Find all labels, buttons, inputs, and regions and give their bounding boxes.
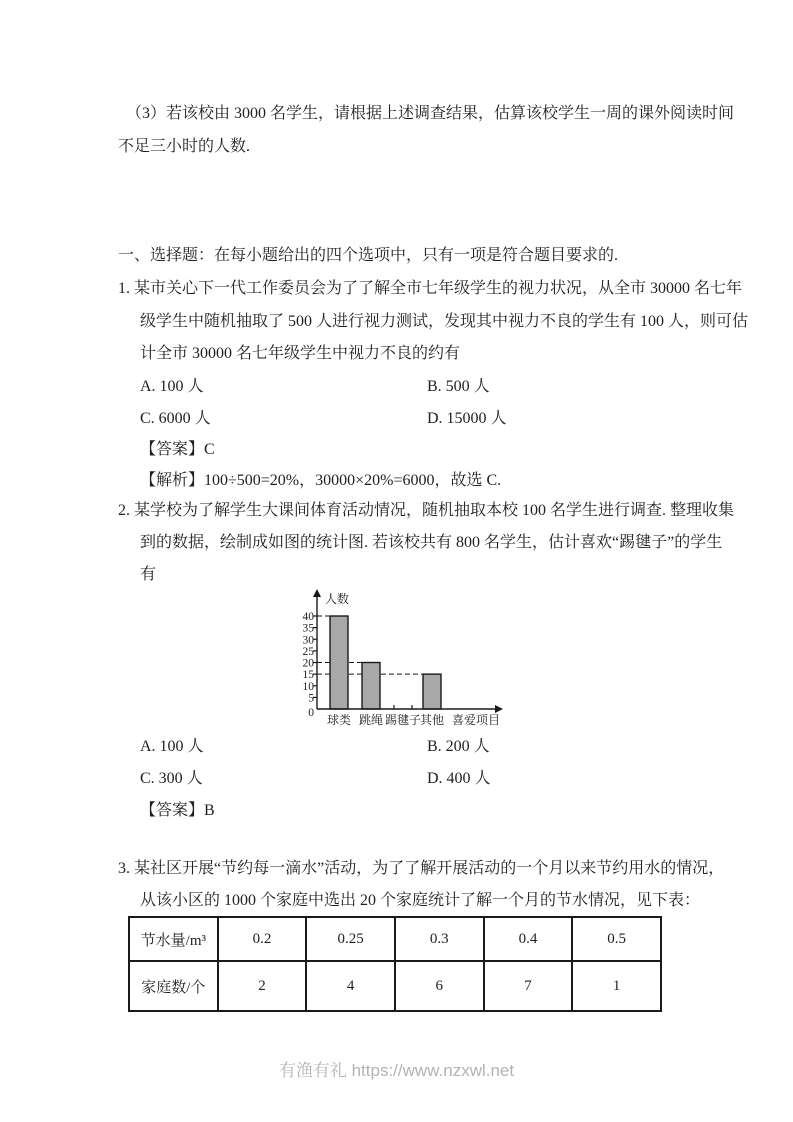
x-category-label: 其他 (419, 713, 445, 727)
y-tick-label: 30 (302, 634, 314, 647)
q2-chart-container (300, 588, 512, 730)
y-axis-arrow (313, 589, 321, 597)
q3-text-line-1: 3. 某社区开展“节约每一滴水”活动，为了了解开展活动的一个月以来节约用水的情况， (118, 860, 725, 877)
q1-analysis: 【解析】100÷500=20%，30000×20%=6000，故选 C. (140, 472, 502, 489)
water-saving-table (128, 916, 662, 1012)
q2-text-line-3: 有 (140, 566, 157, 583)
y-tick-label: 5 (308, 692, 314, 705)
chart-bar-跳绳 (362, 663, 380, 710)
q2-option-a: A. 100 人 (140, 738, 204, 755)
q2-option-b: B. 200 人 (427, 738, 490, 755)
table-row (129, 961, 661, 1011)
table-cell: 0.25 (306, 917, 395, 961)
table-row (129, 917, 661, 961)
q2-text-line-2: 到的数据，绘制成如图的统计图. 若该校共有 800 名学生，估计喜欢“踢毽子”的学生 (140, 534, 723, 551)
y-tick-label: 10 (302, 680, 314, 693)
table-cell: 1 (572, 961, 661, 1011)
q2-answer: 【答案】B (140, 802, 215, 819)
section-header: 一、选择题：在每小题给出的四个选项中，只有一项是符合题目要求的. (118, 247, 619, 264)
table-cell: 6 (395, 961, 484, 1011)
q3-text-line-2: 从该小区的 1000 个家庭中选出 20 个家庭统计了解一个月的节水情况，见下表： (140, 892, 701, 909)
q1-option-d: D. 15000 人 (427, 410, 507, 427)
chart-bar-球类 (330, 616, 348, 709)
x-axis-title: 喜爱项目 (451, 713, 501, 727)
x-category-label: 球类 (326, 713, 352, 727)
y-tick-label-zero: 0 (308, 707, 314, 719)
x-category-label: 跳绳 (358, 713, 384, 727)
q2-option-c: C. 300 人 (140, 770, 203, 787)
q1-answer: 【答案】C (140, 441, 215, 458)
table-cell: 节水量/m³ (129, 917, 218, 961)
q1-option-b: B. 500 人 (427, 378, 490, 395)
footer-watermark: 有渔有礼 https://www.nzxwl.net (278, 1061, 515, 1080)
table-cell: 0.2 (218, 917, 307, 961)
table-cell: 家庭数/个 (129, 961, 218, 1011)
intro-line-1: （3）若该校由 3000 名学生，请根据上述调查结果，估算该校学生一周的课外阅读时间 (126, 105, 735, 122)
q1-text-line-2: 级学生中随机抽取了 500 人进行视力测试，发现其中视力不良的学生有 100 人，则可估 (140, 313, 749, 330)
q1-text-line-3: 计全市 30000 名七年级学生中视力不良的约有 (140, 345, 461, 362)
y-tick-label: 25 (302, 645, 314, 658)
q2-text-line-1: 2. 某学校为了解学生大课间体育活动情况，随机抽取本校 100 名学生进行调查. 整理收集 (118, 502, 735, 519)
y-tick-label: 20 (302, 657, 314, 670)
table-cell: 0.3 (395, 917, 484, 961)
x-axis-arrow (495, 705, 503, 713)
table-cell: 0.4 (484, 917, 573, 961)
table-cell: 7 (484, 961, 573, 1011)
y-tick-label: 40 (302, 611, 314, 623)
table-cell: 4 (306, 961, 395, 1011)
q1-text-line-1: 1. 某市关心下一代工作委员会为了了解全市七年级学生的视力状况，从全市 30000 名七年 (118, 280, 743, 297)
intro-line-2: 不足三小时的人数. (118, 138, 251, 155)
q2-option-d: D. 400 人 (427, 770, 491, 787)
q1-option-c: C. 6000 人 (140, 410, 211, 427)
q1-option-a: A. 100 人 (140, 378, 204, 395)
y-tick-label: 35 (302, 622, 314, 635)
q2-bar-chart (300, 588, 512, 730)
table-cell: 2 (218, 961, 307, 1011)
x-category-label: 踢毽子 (384, 713, 422, 727)
y-axis-title: 人数 (325, 592, 350, 606)
y-tick-label: 15 (302, 669, 314, 682)
chart-bar-其他 (423, 674, 441, 709)
table-cell: 0.5 (572, 917, 661, 961)
